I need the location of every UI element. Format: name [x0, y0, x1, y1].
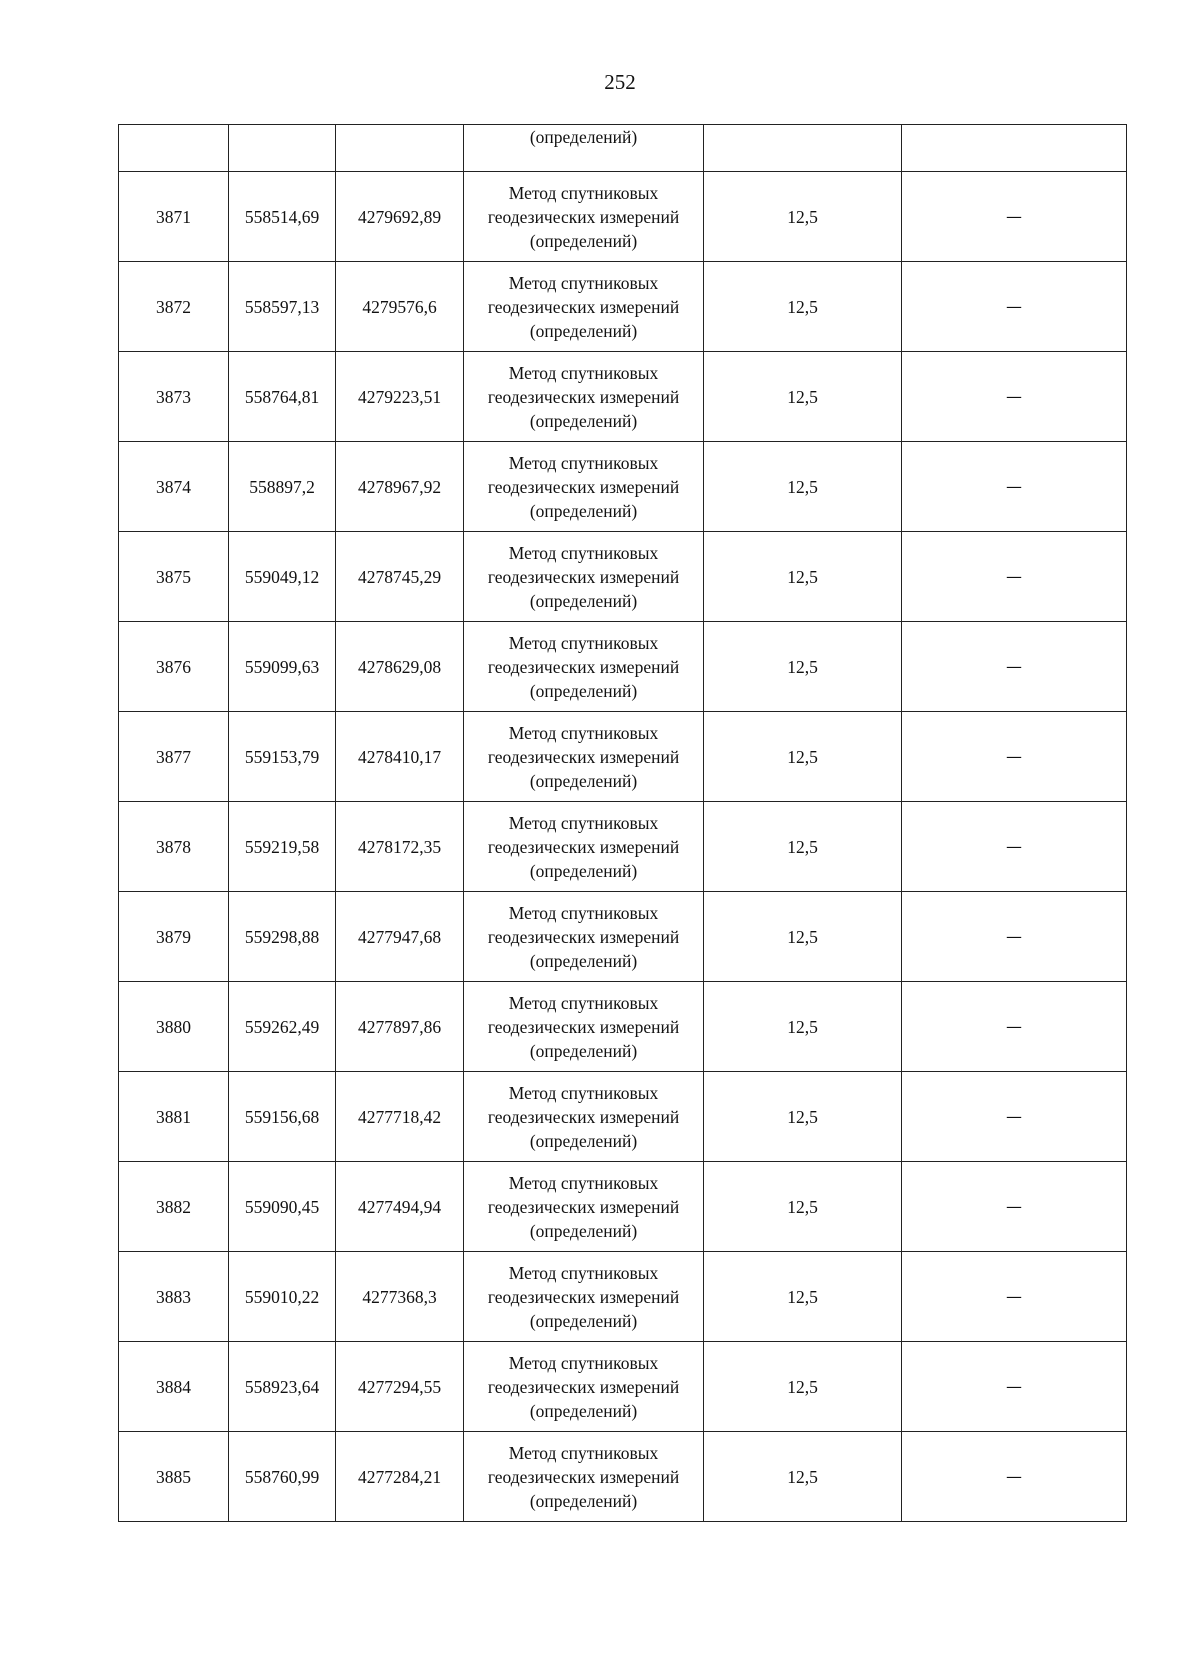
cell-y: 4279576,6: [336, 262, 464, 352]
cell-method: [464, 1432, 704, 1522]
cell-y: 4277368,3: [336, 1252, 464, 1342]
cell-accuracy: 12,5: [704, 262, 902, 352]
method-line-2: геодезических измерений: [487, 206, 680, 227]
cell-y: [336, 125, 464, 172]
cell-accuracy: 12,5: [704, 1432, 902, 1522]
cell-point-number: 3872: [119, 262, 229, 352]
method-line-2: геодезических измерений: [487, 746, 680, 767]
cell-y: 4277718,42: [336, 1072, 464, 1162]
method-line-1: Метод спутниковых: [508, 1442, 659, 1463]
table-row: [119, 442, 1127, 532]
cell-y: 4278967,92: [336, 442, 464, 532]
cell-note: —: [902, 802, 1127, 892]
cell-method: [464, 532, 704, 622]
cell-point-number: 3878: [119, 802, 229, 892]
method-line-2: геодезических измерений: [487, 1466, 680, 1487]
cell-accuracy: 12,5: [704, 1342, 902, 1432]
table-row: [119, 802, 1127, 892]
table-row: [119, 1342, 1127, 1432]
cell-note: —: [902, 352, 1127, 442]
method-line-3: (определений): [529, 230, 638, 251]
cell-x: 559219,58: [229, 802, 336, 892]
method-line-1: Метод спутниковых: [508, 722, 659, 743]
cell-method: [464, 172, 704, 262]
cell-point-number: 3879: [119, 892, 229, 982]
method-line-1: Метод спутниковых: [508, 182, 659, 203]
cell-method: [464, 442, 704, 532]
cell-accuracy: 12,5: [704, 712, 902, 802]
method-line-1: Метод спутниковых: [508, 902, 659, 923]
method-line-3: (определений): [529, 410, 638, 431]
method-line-3: (определений): [529, 500, 638, 521]
method-line-1: Метод спутниковых: [508, 362, 659, 383]
method-line-3: (определений): [529, 1220, 638, 1241]
method-line-3: (определений): [529, 1490, 638, 1511]
method-line-3: (определений): [529, 590, 638, 611]
cell-x: 558760,99: [229, 1432, 336, 1522]
cell-point-number: 3880: [119, 982, 229, 1072]
cell-x: 558514,69: [229, 172, 336, 262]
cell-method: [464, 1252, 704, 1342]
cell-point-number: 3883: [119, 1252, 229, 1342]
method-line-2: геодезических измерений: [487, 656, 680, 677]
cell-point-number: 3873: [119, 352, 229, 442]
cell-accuracy: 12,5: [704, 802, 902, 892]
cell-method: [464, 982, 704, 1072]
cell-method: [464, 262, 704, 352]
method-line-1: Метод спутниковых: [508, 992, 659, 1013]
cell-note: —: [902, 622, 1127, 712]
cell-note: —: [902, 532, 1127, 622]
cell-y: 4278172,35: [336, 802, 464, 892]
method-line-2: геодезических измерений: [487, 836, 680, 857]
method-line-3: (определений): [529, 860, 638, 881]
cell-x: 559262,49: [229, 982, 336, 1072]
coordinates-table: [118, 124, 1127, 1522]
cell-method: [464, 1162, 704, 1252]
cell-note: —: [902, 442, 1127, 532]
cell-point-number: [119, 125, 229, 172]
cell-accuracy: 12,5: [704, 982, 902, 1072]
cell-y: 4279223,51: [336, 352, 464, 442]
method-line-1: Метод спутниковых: [508, 452, 659, 473]
cell-method: [464, 1342, 704, 1432]
cell-method: [464, 802, 704, 892]
cell-x: 558897,2: [229, 442, 336, 532]
table-row: [119, 262, 1127, 352]
cell-method: [464, 622, 704, 712]
cell-accuracy: 12,5: [704, 1072, 902, 1162]
cell-point-number: 3881: [119, 1072, 229, 1162]
method-line-2: геодезических измерений: [487, 1196, 680, 1217]
cell-y: 4278745,29: [336, 532, 464, 622]
method-line-1: Метод спутниковых: [508, 1352, 659, 1373]
table-row: [119, 1252, 1127, 1342]
table-row: [119, 622, 1127, 712]
page-number: 252: [604, 70, 636, 94]
cell-note: —: [902, 1162, 1127, 1252]
cell-y: 4278410,17: [336, 712, 464, 802]
cell-point-number: 3882: [119, 1162, 229, 1252]
cell-y: 4277294,55: [336, 1342, 464, 1432]
cell-accuracy: 12,5: [704, 1162, 902, 1252]
method-line-3: (определений): [529, 1400, 638, 1421]
method-line-1: Метод спутниковых: [508, 1082, 659, 1103]
cell-note: —: [902, 892, 1127, 982]
cell-x: 558597,13: [229, 262, 336, 352]
cell-note: —: [902, 712, 1127, 802]
cell-x: 559090,45: [229, 1162, 336, 1252]
cell-y: 4277947,68: [336, 892, 464, 982]
cell-method: [464, 712, 704, 802]
cell-y: 4278629,08: [336, 622, 464, 712]
cell-note: —: [902, 1072, 1127, 1162]
continuation-row: [119, 125, 1127, 172]
cell-accuracy: 12,5: [704, 442, 902, 532]
method-line-2: геодезических измерений: [487, 476, 680, 497]
table-row: [119, 1162, 1127, 1252]
method-line-2: геодезических измерений: [487, 566, 680, 587]
cell-x: 559156,68: [229, 1072, 336, 1162]
cell-point-number: 3877: [119, 712, 229, 802]
cell-note: —: [902, 1252, 1127, 1342]
cell-point-number: 3871: [119, 172, 229, 262]
method-line-3: (определений): [529, 1040, 638, 1061]
cell-x: 559153,79: [229, 712, 336, 802]
cell-method: [464, 1072, 704, 1162]
cell-point-number: 3874: [119, 442, 229, 532]
cell-accuracy: 12,5: [704, 352, 902, 442]
method-line-2: геодезических измерений: [487, 1106, 680, 1127]
cell-note: [902, 125, 1127, 172]
cell-accuracy: [704, 125, 902, 172]
cell-accuracy: 12,5: [704, 172, 902, 262]
cell-accuracy: 12,5: [704, 892, 902, 982]
cell-method: [464, 352, 704, 442]
cell-point-number: 3875: [119, 532, 229, 622]
cell-y: 4279692,89: [336, 172, 464, 262]
cell-note: —: [902, 1342, 1127, 1432]
method-line-3: (определений): [529, 950, 638, 971]
method-line-2: геодезических измерений: [487, 1016, 680, 1037]
method-line-3: (определений): [529, 1130, 638, 1151]
cell-y: 4277897,86: [336, 982, 464, 1072]
table-row: [119, 1072, 1127, 1162]
cell-note: —: [902, 172, 1127, 262]
cell-x: 558764,81: [229, 352, 336, 442]
cell-x: 558923,64: [229, 1342, 336, 1432]
table-row: [119, 532, 1127, 622]
method-line-3: (определений): [529, 680, 638, 701]
method-line-3: (определений): [529, 1310, 638, 1331]
cell-x: 559049,12: [229, 532, 336, 622]
table-row: [119, 352, 1127, 442]
method-line-2: геодезических измерений: [487, 1376, 680, 1397]
cell-note: —: [902, 982, 1127, 1072]
cell-method: (определений): [464, 125, 704, 172]
method-line-1: Метод спутниковых: [508, 272, 659, 293]
method-line-2: геодезических измерений: [487, 386, 680, 407]
method-line-2: геодезических измерений: [487, 926, 680, 947]
method-line-3: (определений): [529, 320, 638, 341]
method-line-1: Метод спутниковых: [508, 542, 659, 563]
table-row: [119, 712, 1127, 802]
method-line-1: Метод спутниковых: [508, 1262, 659, 1283]
cell-y: 4277284,21: [336, 1432, 464, 1522]
cell-note: —: [902, 262, 1127, 352]
cell-accuracy: 12,5: [704, 622, 902, 712]
table-row: [119, 172, 1127, 262]
cell-accuracy: 12,5: [704, 1252, 902, 1342]
cell-y: 4277494,94: [336, 1162, 464, 1252]
method-line-2: геодезических измерений: [487, 296, 680, 317]
cell-x: 559010,22: [229, 1252, 336, 1342]
cell-x: 559298,88: [229, 892, 336, 982]
method-line-2: геодезических измерений: [487, 1286, 680, 1307]
cell-point-number: 3884: [119, 1342, 229, 1432]
table-row: [119, 1432, 1127, 1522]
cell-note: —: [902, 1432, 1127, 1522]
cell-accuracy: 12,5: [704, 532, 902, 622]
cell-point-number: 3876: [119, 622, 229, 712]
cell-point-number: 3885: [119, 1432, 229, 1522]
cell-x: 559099,63: [229, 622, 336, 712]
cell-method: [464, 892, 704, 982]
cell-x: [229, 125, 336, 172]
method-line-3: (определений): [529, 770, 638, 791]
method-line-1: Метод спутниковых: [508, 812, 659, 833]
method-line-1: Метод спутниковых: [508, 632, 659, 653]
method-line-1: Метод спутниковых: [508, 1172, 659, 1193]
table-row: [119, 892, 1127, 982]
table-row: [119, 982, 1127, 1072]
